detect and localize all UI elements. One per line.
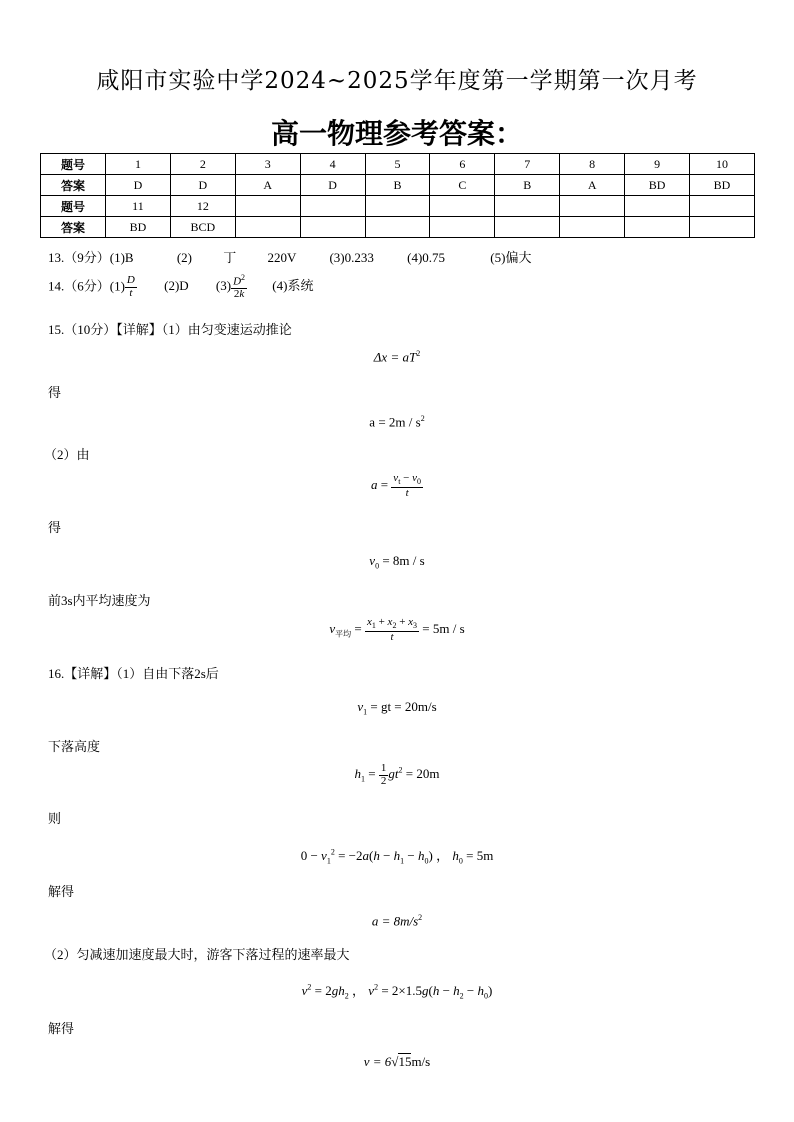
q15-equation-2: $a = 2m / s^2$ xyxy=(369,414,425,430)
q16-solve2: 解得 xyxy=(48,1021,75,1036)
row-label: 答案 xyxy=(41,217,106,238)
table-cell: D xyxy=(106,175,171,196)
table-cell: 9 xyxy=(625,154,690,175)
q15-equation-4: $v_0 = 8m / s$ xyxy=(369,553,425,571)
q14-part3: (3) xyxy=(215,278,232,294)
q13-answer xyxy=(48,247,531,266)
row-label: 答案 xyxy=(41,175,106,196)
table-cell: 10 xyxy=(690,154,755,175)
table-cell: C xyxy=(430,175,495,196)
table-row xyxy=(41,217,755,238)
q16-equation-4: $a = 8m/s^2$ xyxy=(371,913,423,929)
q15-equation-5: $v_{平均}$ = $\frac{x_1 + x_2 + x_3}{t}$ = 5m / s xyxy=(329,616,465,643)
q16-equation-5: $v^2 = 2gh_2$ ， $v^2 = 2\times 1.5g(h - h_2 - h_0)$ xyxy=(301,982,493,1001)
table-cell xyxy=(690,196,755,217)
q16-drop-text: 下落高度 xyxy=(48,739,101,754)
q13-part3: (3)0.233 xyxy=(329,250,374,265)
q16-then: 则 xyxy=(48,811,62,826)
q15-de: 得 xyxy=(48,385,62,400)
q16-equation-2: $h_1$ = $\frac{1}{2}$ $gt^2 = 20m$ xyxy=(354,762,440,787)
table-cell xyxy=(235,217,300,238)
table-cell: 6 xyxy=(430,154,495,175)
table-cell: D xyxy=(300,175,365,196)
table-cell: BD xyxy=(690,175,755,196)
q16-solve: 解得 xyxy=(48,884,75,899)
q14-part1: 14.（6分）(1) xyxy=(48,278,125,294)
table-cell xyxy=(365,196,430,217)
q16-equation-1: $v_1$ = gt = 20m/s xyxy=(357,699,437,717)
q13-part5: (5)偏大 xyxy=(490,250,532,265)
q14-fraction-3: $\frac{D^2}{2k}$ xyxy=(233,273,246,301)
row-label: 题号 xyxy=(41,196,106,217)
q13-part1: 13.（9分）(1)B xyxy=(48,250,134,265)
q13-part2a: 丁 xyxy=(223,251,237,266)
document-title: 咸阳市实验中学2024~2025学年度第一学期第一次月考 xyxy=(96,68,698,94)
q14-part2: (2)D xyxy=(164,278,189,294)
table-cell xyxy=(430,196,495,217)
q16-equation-6: v = 6√15m/s xyxy=(363,1054,431,1069)
table-cell: 7 xyxy=(495,154,560,175)
q16-equation-3: $0 - v_1^2 = -2a(h - h_1 - h_0)$ ， $h_0 = 5m$ xyxy=(300,847,494,866)
table-cell xyxy=(560,196,625,217)
table-cell: BD xyxy=(625,175,690,196)
q15-intro: 15.（10分）【详解】（1）由匀变速运动推论 xyxy=(48,322,292,337)
q13-part2: (2) xyxy=(176,250,193,265)
q16-part2: （2）匀减速加速度最大时，游客下落过程的速率最大 xyxy=(44,947,350,962)
table-row xyxy=(41,175,755,196)
table-cell: A xyxy=(235,175,300,196)
q14-part4: (4)系统 xyxy=(272,278,314,294)
q15-part2: （2）由 xyxy=(44,447,90,462)
table-cell: BD xyxy=(106,217,171,238)
q13-part2b: 220V xyxy=(267,250,297,265)
table-cell xyxy=(625,196,690,217)
table-row xyxy=(41,154,755,175)
table-cell: 3 xyxy=(235,154,300,175)
table-cell xyxy=(300,217,365,238)
table-cell: B xyxy=(495,175,560,196)
table-cell xyxy=(365,217,430,238)
table-row xyxy=(41,196,755,217)
q15-equation-3: a = $\frac{v_t - v_0}{t}$ xyxy=(370,472,422,499)
table-cell: B xyxy=(365,175,430,196)
table-cell xyxy=(235,196,300,217)
table-cell: BCD xyxy=(170,217,235,238)
document-subtitle: 高一物理参考答案： xyxy=(270,117,523,150)
row-label: 题号 xyxy=(41,154,106,175)
table-cell xyxy=(625,217,690,238)
table-cell: D xyxy=(170,175,235,196)
table-cell: 2 xyxy=(170,154,235,175)
q14-fraction-1: $\frac{D}{t}$ xyxy=(126,274,135,299)
table-cell: 5 xyxy=(365,154,430,175)
q15-de2: 得 xyxy=(48,520,62,535)
table-cell xyxy=(690,217,755,238)
table-cell: 11 xyxy=(106,196,171,217)
table-cell xyxy=(495,217,560,238)
table-cell xyxy=(560,217,625,238)
table-cell: 4 xyxy=(300,154,365,175)
answer-table xyxy=(40,153,755,238)
table-cell xyxy=(495,196,560,217)
table-cell: 1 xyxy=(106,154,171,175)
q13-part4: (4)0.75 xyxy=(407,250,446,265)
table-cell: 12 xyxy=(170,196,235,217)
q15-equation-1: $\Delta x = aT^2$ xyxy=(373,349,421,365)
q14-answer xyxy=(48,274,313,301)
q16-intro: 16.【详解】（1）自由下落2s后 xyxy=(48,666,219,681)
table-cell xyxy=(300,196,365,217)
table-cell xyxy=(430,217,495,238)
q15-average-text: 前3s内平均速度为 xyxy=(48,593,151,608)
table-cell: A xyxy=(560,175,625,196)
table-cell: 8 xyxy=(560,154,625,175)
